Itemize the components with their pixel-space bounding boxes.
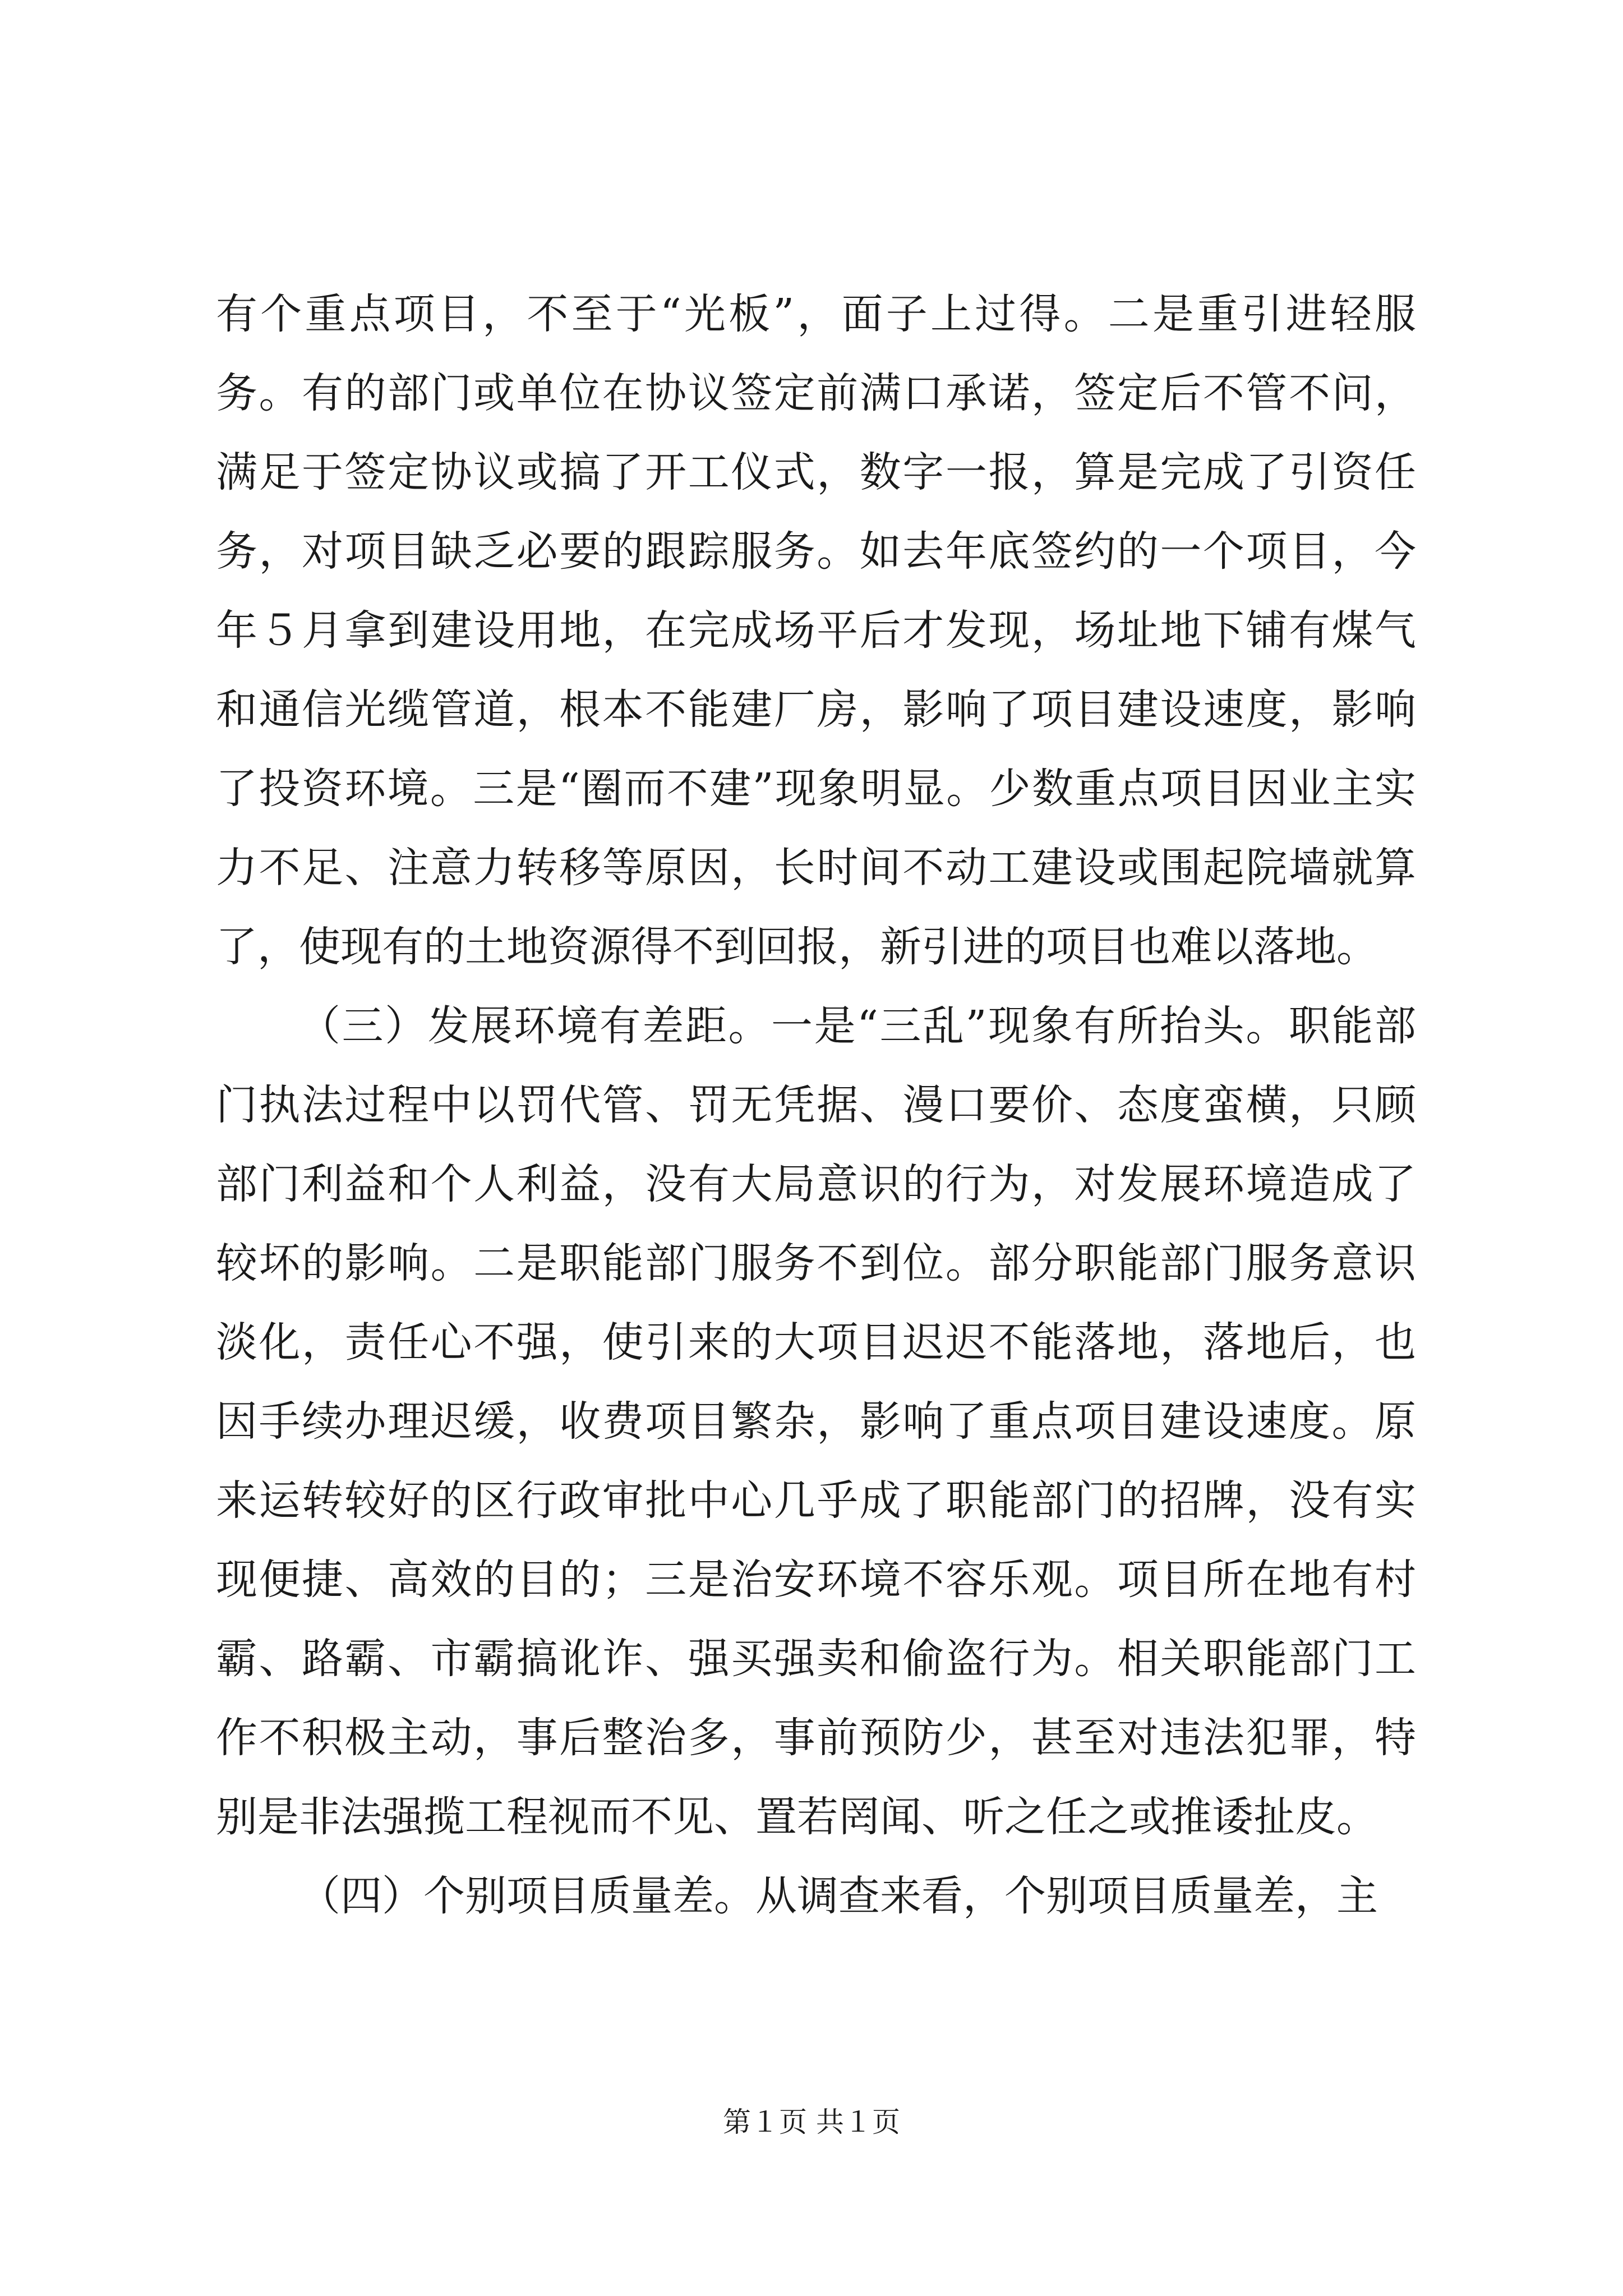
paragraph: （三）发展环境有差距。一是“三乱”现象有所抬头。职能部门执法过程中以罚代管、罚无凭据、漫口要价、态度蛮横，只顾部门利益和个人利益，没有大局意识的行为，对发展环境造成了较坏的影响。二是职能部门服务不到位。部分职能部门服务意识淡化，责任心不强，使引来的大项目迟迟不能落地，落地后，也因手续办理迟缓，收费项目繁杂，影响了重点项目建设速度。原来运转较好的区行政审批中心几乎成了职能部门的招牌，没有实现便捷、高效的目的；三是治安环境不容乐观。项目所在地有村霸、路霸、市霸搞讹诈、强买强卖和偷盗行为。相关职能部门工作不积极主动，事后整治多，事前预防少，甚至对违法犯罪，特别是非法强揽工程视而不见、置若罔闻、听之任之或推诿扯皮。 <box>216 1002 1416 1841</box>
paragraph: 有个重点项目，不至于“光板”，面子上过得。二是重引进轻服务。有的部门或单位在协议签定前满口承诺，签定后不管不问，满足于签定协议或搞了开工仪式，数字一报，算是完成了引资任务，对项目缺乏必要的跟踪服务。如去年底签约的一个项目，今年５月拿到建设用地，在完成场平后才发现，场址地下铺有煤气和通信光缆管道，根本不能建厂房，影响了项目建设速度，影响了投资环境。三是“圈而不建”现象明显。少数重点项目因业主实力不足、注意力转移等原因，长时间不动工建设或围起院墙就算了，使现有的土地资源得不到回报，新引进的项目也难以落地。 <box>216 290 1416 971</box>
document-body <box>216 275 1416 1936</box>
page-footer: 第１页 共１页 <box>723 2106 900 2138</box>
paragraph: （四）个别项目质量差。从调查来看，个别项目质量差，主 <box>299 1872 1378 1920</box>
